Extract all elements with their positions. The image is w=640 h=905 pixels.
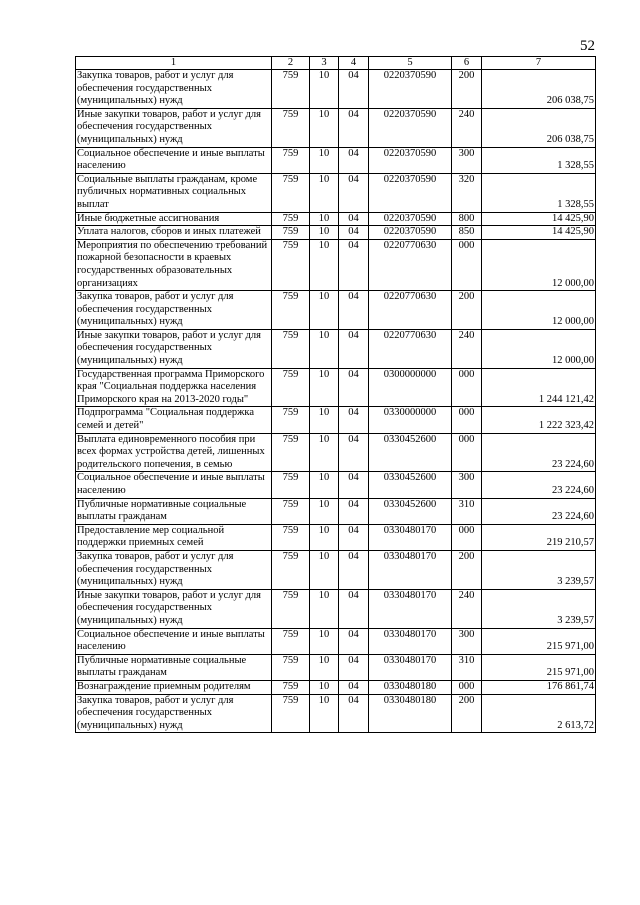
row-col3-cell: 10 <box>310 472 339 498</box>
row-col2-cell: 759 <box>272 628 310 654</box>
table-row <box>76 329 596 368</box>
row-col2-cell: 759 <box>272 680 310 694</box>
table-row <box>76 70 596 109</box>
header-cell: 6 <box>452 57 482 70</box>
table-row <box>76 628 596 654</box>
row-col5-cell: 0330480170 <box>369 524 452 550</box>
row-col4-cell: 04 <box>339 498 369 524</box>
row-col6-cell: 300 <box>452 472 482 498</box>
row-col4-cell: 04 <box>339 226 369 240</box>
row-col4-cell: 04 <box>339 212 369 226</box>
row-amount-cell: 23 224,60 <box>482 498 596 524</box>
row-col2-cell: 759 <box>272 329 310 368</box>
row-col2-cell: 759 <box>272 524 310 550</box>
row-name-cell: Закупка товаров, работ и услуг для обеспечения государственных (муниципальных) нужд <box>76 550 272 589</box>
table-row <box>76 226 596 240</box>
row-col2-cell: 759 <box>272 173 310 212</box>
row-col5-cell: 0220370590 <box>369 212 452 226</box>
row-amount-cell: 14 425,90 <box>482 212 596 226</box>
row-amount-cell: 215 971,00 <box>482 628 596 654</box>
row-col2-cell: 759 <box>272 108 310 147</box>
table-row <box>76 524 596 550</box>
row-amount-cell: 2 613,72 <box>482 694 596 733</box>
row-col4-cell: 04 <box>339 589 369 628</box>
row-col2-cell: 759 <box>272 498 310 524</box>
row-col6-cell: 310 <box>452 498 482 524</box>
row-col4-cell: 04 <box>339 147 369 173</box>
row-col2-cell: 759 <box>272 291 310 330</box>
row-col3-cell: 10 <box>310 524 339 550</box>
row-col3-cell: 10 <box>310 498 339 524</box>
row-amount-cell: 206 038,75 <box>482 108 596 147</box>
row-amount-cell: 3 239,57 <box>482 550 596 589</box>
row-name-cell: Иные закупки товаров, работ и услуг для обеспечения государственных (муниципальных) нужд <box>76 589 272 628</box>
row-name-cell: Закупка товаров, работ и услуг для обеспечения государственных (муниципальных) нужд <box>76 70 272 109</box>
row-col3-cell: 10 <box>310 433 339 472</box>
row-col6-cell: 000 <box>452 407 482 433</box>
table-row <box>76 498 596 524</box>
row-col5-cell: 0220770630 <box>369 291 452 330</box>
row-col3-cell: 10 <box>310 108 339 147</box>
row-col3-cell: 10 <box>310 628 339 654</box>
row-amount-cell: 1 244 121,42 <box>482 368 596 407</box>
row-col2-cell: 759 <box>272 550 310 589</box>
row-amount-cell: 12 000,00 <box>482 329 596 368</box>
row-col6-cell: 200 <box>452 291 482 330</box>
row-name-cell: Публичные нормативные социальные выплаты гражданам <box>76 654 272 680</box>
row-name-cell: Выплата единовременного пособия при всех формах устройства детей, лишенных родительского попечения, в семью <box>76 433 272 472</box>
row-col4-cell: 04 <box>339 70 369 109</box>
row-col3-cell: 10 <box>310 550 339 589</box>
row-col4-cell: 04 <box>339 680 369 694</box>
row-col4-cell: 04 <box>339 368 369 407</box>
row-col3-cell: 10 <box>310 368 339 407</box>
row-name-cell: Социальное обеспечение и иные выплаты населению <box>76 628 272 654</box>
row-col2-cell: 759 <box>272 239 310 290</box>
row-col5-cell: 0220370590 <box>369 173 452 212</box>
row-col6-cell: 320 <box>452 173 482 212</box>
row-name-cell: Иные закупки товаров, работ и услуг для обеспечения государственных (муниципальных) нужд <box>76 108 272 147</box>
row-col6-cell: 240 <box>452 589 482 628</box>
row-col4-cell: 04 <box>339 173 369 212</box>
row-col3-cell: 10 <box>310 407 339 433</box>
row-name-cell: Предоставление мер социальной поддержки приемных семей <box>76 524 272 550</box>
table-row <box>76 680 596 694</box>
row-col5-cell: 0300000000 <box>369 368 452 407</box>
table-row <box>76 589 596 628</box>
row-col5-cell: 0330452600 <box>369 498 452 524</box>
row-name-cell: Закупка товаров, работ и услуг для обеспечения государственных (муниципальных) нужд <box>76 694 272 733</box>
row-col3-cell: 10 <box>310 694 339 733</box>
row-col2-cell: 759 <box>272 433 310 472</box>
row-amount-cell: 1 328,55 <box>482 173 596 212</box>
row-col5-cell: 0330480180 <box>369 694 452 733</box>
row-col4-cell: 04 <box>339 433 369 472</box>
row-col6-cell: 240 <box>452 329 482 368</box>
row-col3-cell: 10 <box>310 147 339 173</box>
row-col6-cell: 200 <box>452 70 482 109</box>
row-col2-cell: 759 <box>272 694 310 733</box>
table-row <box>76 694 596 733</box>
row-amount-cell: 3 239,57 <box>482 589 596 628</box>
row-amount-cell: 1 328,55 <box>482 147 596 173</box>
header-cell: 5 <box>369 57 452 70</box>
table-row <box>76 368 596 407</box>
table-row <box>76 654 596 680</box>
row-name-cell: Уплата налогов, сборов и иных платежей <box>76 226 272 240</box>
row-col4-cell: 04 <box>339 239 369 290</box>
row-col4-cell: 04 <box>339 694 369 733</box>
budget-table <box>75 56 596 733</box>
row-amount-cell: 176 861,74 <box>482 680 596 694</box>
row-col6-cell: 200 <box>452 694 482 733</box>
header-cell: 2 <box>272 57 310 70</box>
row-col4-cell: 04 <box>339 654 369 680</box>
row-col6-cell: 200 <box>452 550 482 589</box>
row-name-cell: Публичные нормативные социальные выплаты гражданам <box>76 498 272 524</box>
row-col6-cell: 000 <box>452 239 482 290</box>
row-col2-cell: 759 <box>272 226 310 240</box>
row-name-cell: Социальное обеспечение и иные выплаты населению <box>76 472 272 498</box>
row-col2-cell: 759 <box>272 654 310 680</box>
row-col3-cell: 10 <box>310 239 339 290</box>
row-col4-cell: 04 <box>339 628 369 654</box>
table-row <box>76 108 596 147</box>
row-col4-cell: 04 <box>339 550 369 589</box>
row-col2-cell: 759 <box>272 472 310 498</box>
table-row <box>76 291 596 330</box>
row-col4-cell: 04 <box>339 329 369 368</box>
table-row <box>76 472 596 498</box>
header-cell: 3 <box>310 57 339 70</box>
row-name-cell: Мероприятия по обеспечению требований пожарной безопасности в краевых государственных образовательных организациях <box>76 239 272 290</box>
row-name-cell: Иные бюджетные ассигнования <box>76 212 272 226</box>
row-col4-cell: 04 <box>339 524 369 550</box>
row-col2-cell: 759 <box>272 589 310 628</box>
row-col5-cell: 0330452600 <box>369 472 452 498</box>
header-cell: 4 <box>339 57 369 70</box>
row-col5-cell: 0330452600 <box>369 433 452 472</box>
row-amount-cell: 215 971,00 <box>482 654 596 680</box>
row-col5-cell: 0330480170 <box>369 589 452 628</box>
row-amount-cell: 1 222 323,42 <box>482 407 596 433</box>
row-name-cell: Социальное обеспечение и иные выплаты населению <box>76 147 272 173</box>
page-number: 52 <box>580 38 595 54</box>
row-col3-cell: 10 <box>310 589 339 628</box>
row-amount-cell: 12 000,00 <box>482 239 596 290</box>
table-row <box>76 433 596 472</box>
row-col2-cell: 759 <box>272 407 310 433</box>
row-name-cell: Социальные выплаты гражданам, кроме публичных нормативных социальных выплат <box>76 173 272 212</box>
row-col3-cell: 10 <box>310 329 339 368</box>
row-col6-cell: 300 <box>452 147 482 173</box>
row-col4-cell: 04 <box>339 291 369 330</box>
header-cell: 7 <box>482 57 596 70</box>
row-col4-cell: 04 <box>339 108 369 147</box>
row-amount-cell: 23 224,60 <box>482 433 596 472</box>
row-col5-cell: 0330000000 <box>369 407 452 433</box>
row-col3-cell: 10 <box>310 226 339 240</box>
row-col5-cell: 0220770630 <box>369 329 452 368</box>
row-col3-cell: 10 <box>310 680 339 694</box>
row-col2-cell: 759 <box>272 147 310 173</box>
row-name-cell: Иные закупки товаров, работ и услуг для обеспечения государственных (муниципальных) нужд <box>76 329 272 368</box>
row-col5-cell: 0220370590 <box>369 70 452 109</box>
row-col5-cell: 0330480170 <box>369 550 452 589</box>
row-amount-cell: 12 000,00 <box>482 291 596 330</box>
row-col3-cell: 10 <box>310 654 339 680</box>
row-col2-cell: 759 <box>272 70 310 109</box>
row-amount-cell: 206 038,75 <box>482 70 596 109</box>
row-col3-cell: 10 <box>310 70 339 109</box>
header-cell: 1 <box>76 57 272 70</box>
row-col4-cell: 04 <box>339 407 369 433</box>
row-col2-cell: 759 <box>272 368 310 407</box>
row-col6-cell: 000 <box>452 433 482 472</box>
table-body <box>76 70 596 733</box>
row-col2-cell: 759 <box>272 212 310 226</box>
row-col6-cell: 000 <box>452 524 482 550</box>
row-col5-cell: 0330480170 <box>369 628 452 654</box>
row-amount-cell: 14 425,90 <box>482 226 596 240</box>
table-row <box>76 147 596 173</box>
row-name-cell: Государственная программа Приморского края "Социальная поддержка населения Приморского края на 2013-2020 годы" <box>76 368 272 407</box>
row-col5-cell: 0220370590 <box>369 226 452 240</box>
row-name-cell: Закупка товаров, работ и услуг для обеспечения государственных (муниципальных) нужд <box>76 291 272 330</box>
row-col5-cell: 0220370590 <box>369 147 452 173</box>
table-row <box>76 239 596 290</box>
row-col4-cell: 04 <box>339 472 369 498</box>
row-col5-cell: 0220370590 <box>369 108 452 147</box>
row-col6-cell: 800 <box>452 212 482 226</box>
row-amount-cell: 219 210,57 <box>482 524 596 550</box>
row-col5-cell: 0330480180 <box>369 680 452 694</box>
table-row <box>76 173 596 212</box>
table-row <box>76 550 596 589</box>
row-col3-cell: 10 <box>310 173 339 212</box>
row-col6-cell: 300 <box>452 628 482 654</box>
header-row <box>76 57 596 70</box>
row-col6-cell: 240 <box>452 108 482 147</box>
row-col6-cell: 850 <box>452 226 482 240</box>
row-col6-cell: 000 <box>452 680 482 694</box>
row-col6-cell: 310 <box>452 654 482 680</box>
row-name-cell: Подпрограмма "Социальная поддержка семей и детей" <box>76 407 272 433</box>
table-row <box>76 212 596 226</box>
row-amount-cell: 23 224,60 <box>482 472 596 498</box>
row-col3-cell: 10 <box>310 291 339 330</box>
row-col6-cell: 000 <box>452 368 482 407</box>
row-name-cell: Вознаграждение приемным родителям <box>76 680 272 694</box>
row-col5-cell: 0220770630 <box>369 239 452 290</box>
row-col3-cell: 10 <box>310 212 339 226</box>
table-row <box>76 407 596 433</box>
row-col5-cell: 0330480170 <box>369 654 452 680</box>
